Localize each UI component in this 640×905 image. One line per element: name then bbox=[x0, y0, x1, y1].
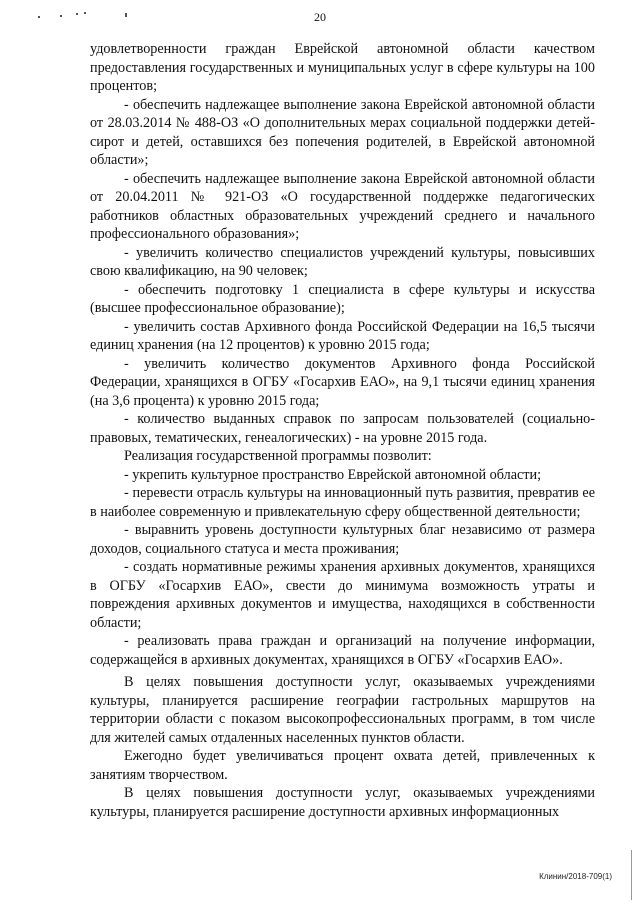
paragraph: В целях повышения доступности услуг, оказываемых учреждениями культуры, планируется расширение доступности архивных информационных bbox=[90, 785, 595, 820]
paragraph: - обеспечить надлежащее выполнение закона Еврейской автономной области от 28.03.2014 № 488-ОЗ «О дополнительных мерах социальной поддержки детей-сирот и детей, оставшихся без попечения родителей, в Еврейской автономной области»; bbox=[90, 96, 595, 168]
page-number: 20 bbox=[314, 10, 326, 24]
paragraph: - увеличить количество документов Архивного фонда Российской Федерации, хранящихся в ОГБУ «Госархив ЕАО», на 9,1 тысячи единиц хранения (на 3,6 процента) к уровню 2015 года; bbox=[90, 355, 595, 409]
document-body bbox=[90, 40, 595, 821]
paragraph: Реализация государственной программы позволит: bbox=[124, 448, 432, 464]
paragraph: - выравнить уровень доступности культурных благ независимо от размера доходов, социального статуса и места проживания; bbox=[90, 522, 595, 557]
document-code: Клинин/2018-709(1) bbox=[539, 872, 612, 881]
paragraph: - количество выданных справок по запросам пользователей (социально-правовых, тематических, генеалогических) - на уровне 2015 года. bbox=[90, 411, 595, 446]
paragraph: В целях повышения доступности услуг, оказываемых учреждениями культуры, планируется расширение географии гастрольных маршрутов на территории области с показом высокопрофессиональных программ, в том числе для жителей самых отдаленных населенных пунктов области. bbox=[90, 674, 595, 746]
paragraph: - обеспечить подготовку 1 специалиста в сфере культуры и искусства (высшее профессиональное образование); bbox=[90, 281, 595, 316]
paragraph: - укрепить культурное пространство Еврейской автономной области; bbox=[124, 466, 542, 483]
paragraph: - создать нормативные режимы хранения архивных документов, хранящихся в ОГБУ «Госархив ЕАО», свести до минимума возможность утраты и повреждения архивных документов и имущества, находящихся в собственности области; bbox=[90, 559, 595, 631]
paragraph: - обеспечить надлежащее выполнение закона Еврейской автономной области от 20.04.2011 № 921-ОЗ «О государственной поддержке педагогических работников областных образовательных учреждений среднего и начального профессионального образования»; bbox=[90, 170, 595, 242]
paragraph: - перевести отрасль культуры на инновационный путь развития, превратив ее в наиболее современную и привлекательную сферу общественной деятельности; bbox=[90, 485, 595, 520]
paragraph: удовлетворенности граждан Еврейской автономной области качеством предоставления государственных и муниципальных услуг в сфере культуры на 100 процентов; bbox=[90, 41, 595, 94]
paragraph: - реализовать права граждан и организаций на получение информации, содержащейся в архивных документах, хранящихся в ОГБУ «Госархив ЕАО». bbox=[90, 633, 595, 668]
paragraph: - увеличить состав Архивного фонда Российской Федерации на 16,5 тысячи единиц хранения (на 12 процентов) к уровню 2015 года; bbox=[90, 318, 595, 353]
paragraph: - увеличить количество специалистов учреждений культуры, повысивших свою квалификацию, на 90 человек; bbox=[90, 244, 595, 279]
paragraph: Ежегодно будет увеличиваться процент охвата детей, привлеченных к занятиям творчеством. bbox=[90, 748, 595, 783]
scan-edge-line bbox=[631, 850, 632, 900]
